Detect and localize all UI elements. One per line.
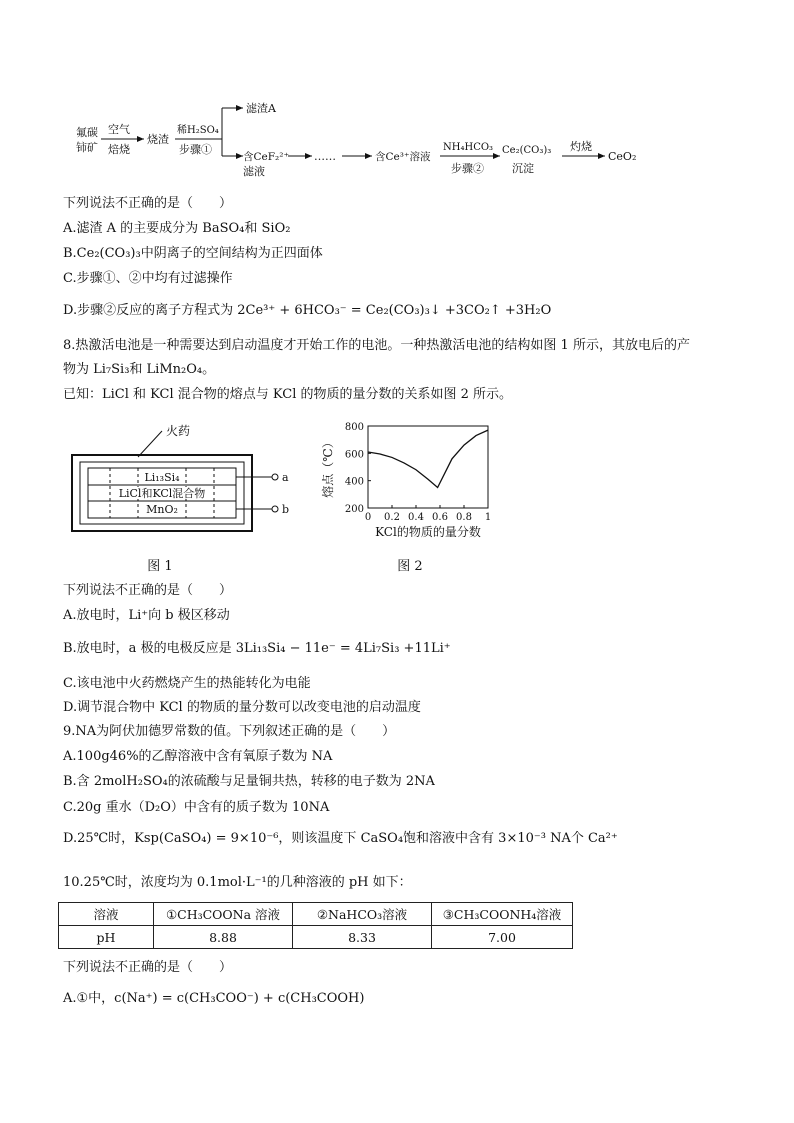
table-cell-ph1: 8.88 <box>154 926 293 949</box>
flow-arrow-4-bottom: 步骤② <box>451 162 484 175</box>
terminal-a-node <box>272 474 278 480</box>
fuel-label: 火药 <box>166 424 191 438</box>
process-flow-diagram <box>0 0 794 185</box>
x-tick-label: 1 <box>484 512 492 523</box>
table-header-col1: ①CH₃COONa 溶液 <box>154 903 293 926</box>
q7-option-b: B.Ce₂(CO₃)₃中阴离子的空间结构为正四面体 <box>63 246 323 261</box>
flow-arrow-5-top: 灼烧 <box>570 140 592 153</box>
q7-option-d: D.步骤②反应的离子方程式为 2Ce³⁺ + 6HCO₃⁻ = Ce₂(CO₃)₃↓ +3CO₂↑ +3H₂O <box>63 303 552 318</box>
flow-residue-a: 滤渣A <box>246 102 276 115</box>
x-tick-label: 0.8 <box>456 512 472 523</box>
q9-option-d: D.25℃时，Ksp(CaSO₄) = 9×10⁻⁶，则该温度下 CaSO₄饱和溶液中含有 3×10⁻³ NA个 Ca²⁺ <box>63 831 618 846</box>
y-tick-label: 400 <box>344 476 364 488</box>
q8-known: 已知：LiCl 和 KCl 混合物的熔点与 KCl 的物质的量分数的关系如图 2 所示。 <box>63 387 513 402</box>
x-tick-label: 0 <box>364 512 372 523</box>
figure-1-caption: 图 1 <box>147 559 173 574</box>
flow-arrow-4-top: NH₄HCO₃ <box>443 142 494 153</box>
flow-ceo2: CeO₂ <box>608 150 637 163</box>
q9-option-c: C.20g 重水（D₂O）中含有的质子数为 10NA <box>63 800 330 815</box>
x-tick-label: 0.2 <box>384 512 400 523</box>
flow-ce3-solution: 含Ce³⁺溶液 <box>375 151 431 163</box>
battery-layer-li13si4: Li₁₃Si₄ <box>144 471 180 484</box>
y-tick-label: 800 <box>344 422 364 433</box>
q8-option-b: B.放电时，a 极的电极反应是 3Li₁₃Si₄ − 11e⁻ = 4Li₇Si₃ +11Li⁺ <box>63 641 451 656</box>
chart-plot-frame <box>368 426 488 508</box>
q9-option-a: A.100g46%的乙醇溶液中含有氧原子数为 NA <box>63 749 333 764</box>
flow-arrow-2-top: 稀H₂SO₄ <box>177 125 219 136</box>
flow-carbonate-line1: Ce₂(CO₃)₃ <box>502 145 552 156</box>
q9-option-b: B.含 2molH₂SO₄的浓硫酸与足量铜共热，转移的电子数为 2NA <box>63 774 435 789</box>
q8-option-c: C.该电池中火药燃烧产生的热能转化为电能 <box>63 676 311 691</box>
q8-option-a: A.放电时，Li⁺向 b 极区移动 <box>63 608 230 623</box>
q10-option-a: A.①中，c(Na⁺) = c(CH₃COO⁻) + c(CH₃COOH) <box>63 991 365 1006</box>
terminal-b-label: b <box>282 503 290 516</box>
q10-stem2: 下列说法不正确的是（ ） <box>63 960 233 975</box>
flow-filtrate-line2: 滤液 <box>243 165 265 178</box>
terminal-b-node <box>272 506 278 512</box>
q7-option-c: C.步骤①、②中均有过滤操作 <box>63 271 233 286</box>
table-header-col2: ②NaHCO₃溶液 <box>293 903 432 926</box>
melting-point-curve <box>368 430 488 487</box>
table-cell-ph3: 7.00 <box>432 926 573 949</box>
flow-dots: …… <box>314 150 336 163</box>
flow-arrow-2-bottom: 步骤① <box>179 143 212 156</box>
flow-filtrate-line1: 含CeF₂²⁺ <box>243 151 289 163</box>
ph-table <box>58 902 573 949</box>
flow-carbonate-line2: 沉淀 <box>512 162 534 175</box>
q7-stem: 下列说法不正确的是（ ） <box>63 196 233 211</box>
flow-start-line2: 铈矿 <box>76 141 98 154</box>
flow-start-line1: 氟碳 <box>76 126 98 139</box>
q8-stem: 下列说法不正确的是（ ） <box>63 583 233 598</box>
terminal-a-label: a <box>282 471 289 484</box>
q10-stem: 10.25℃时，浓度均为 0.1mol·L⁻¹的几种溶液的 pH 如下： <box>63 875 412 890</box>
x-tick-label: 0.4 <box>408 512 424 523</box>
q9-stem: 9.NA为阿伏加德罗常数的值。下列叙述正确的是（ ） <box>63 724 396 739</box>
q8-stem-line2: 物为 Li₇Si₃和 LiMn₂O₄。 <box>63 362 216 377</box>
q8-stem-line1: 8.热激活电池是一种需要达到启动温度才开始工作的电池。一种热激活电池的结构如图 1 所示，其放电后的产 <box>63 338 690 353</box>
table-header-ph: pH <box>59 926 154 949</box>
flow-arrow-1-top: 空气 <box>108 123 130 136</box>
melting-point-chart <box>318 418 518 578</box>
table-cell-ph2: 8.33 <box>293 926 432 949</box>
battery-structure-figure <box>60 415 300 575</box>
figure-2-caption: 图 2 <box>397 559 423 574</box>
table-header-col3: ③CH₃COONH₄溶液 <box>432 903 573 926</box>
table-row <box>59 926 573 949</box>
flow-arrow-1-bottom: 焙烧 <box>108 143 130 156</box>
table-header-solution: 溶液 <box>59 903 154 926</box>
q7-option-a: A.滤渣 A 的主要成分为 BaSO₄和 SiO₂ <box>63 221 291 236</box>
x-axis-label: KCl的物质的量分数 <box>375 525 481 539</box>
flow-node-roast-slag: 烧渣 <box>147 133 169 146</box>
y-tick-label: 200 <box>344 504 364 515</box>
y-tick-label: 600 <box>344 449 364 461</box>
battery-layer-mno2: MnO₂ <box>146 503 178 516</box>
y-axis-label: 熔点（℃） <box>321 436 335 498</box>
q8-option-d: D.调节混合物中 KCl 的物质的量分数可以改变电池的启动温度 <box>63 700 421 715</box>
x-tick-label: 0.6 <box>432 512 448 523</box>
fuel-label-leader <box>138 431 162 457</box>
battery-layer-electrolyte: LiCl和KCl混合物 <box>118 487 206 500</box>
table-row <box>59 903 573 926</box>
